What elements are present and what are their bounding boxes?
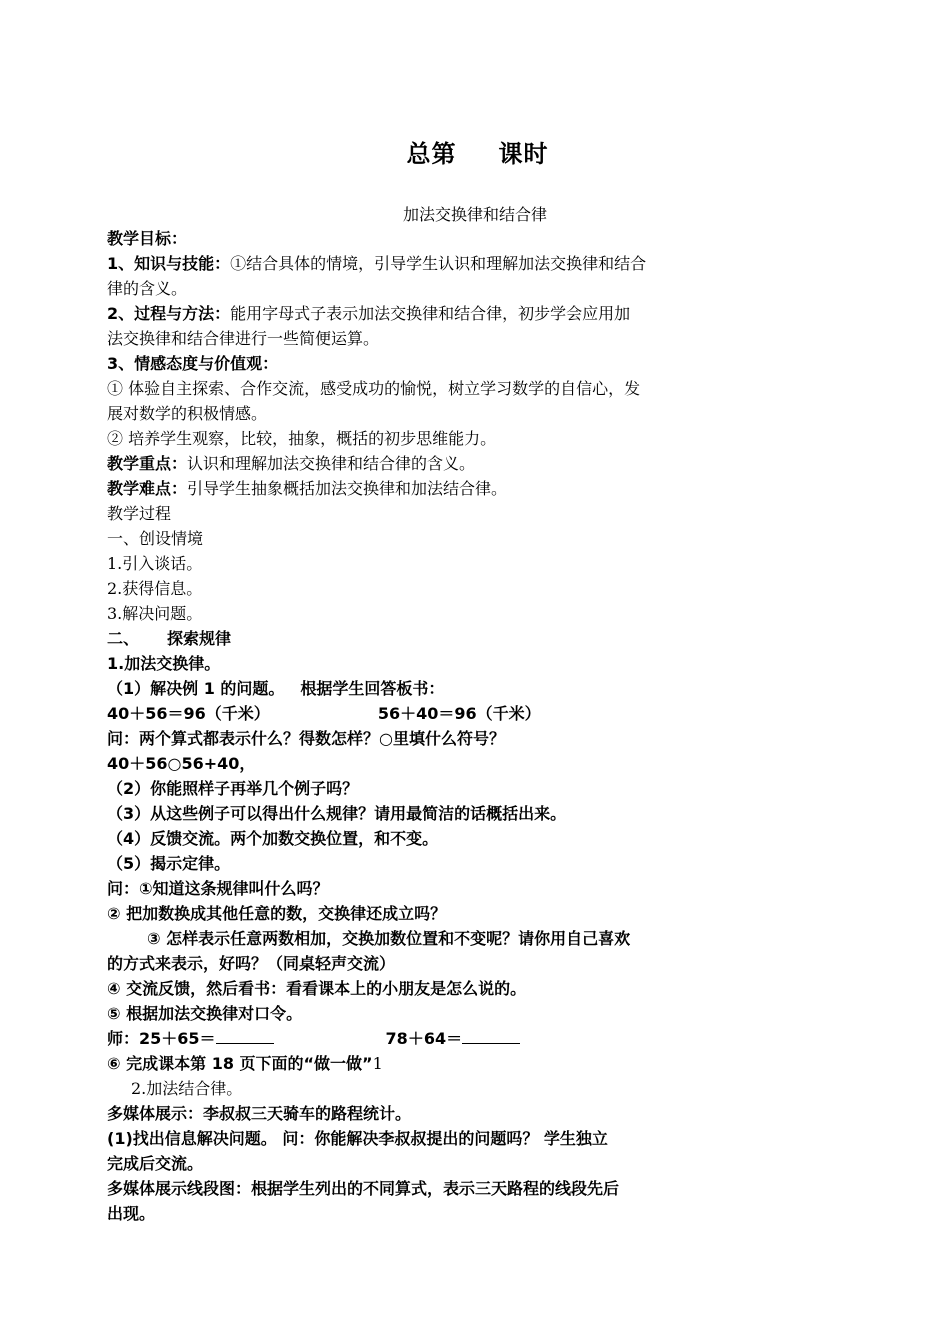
drill-row <box>107 1026 727 1051</box>
difficulty <box>107 476 727 501</box>
goals-heading: 教学目标： <box>107 229 188 248</box>
media-2-a: 多媒体展示线段图：根据学生列出的不同算式，表示三天路程的线段先后 <box>107 1179 620 1198</box>
ask-7-num: 1 <box>372 1054 383 1073</box>
goal1-label: 1、知识与技能： <box>107 254 231 273</box>
question-1 <box>107 676 727 701</box>
media-1: 多媒体展示：李叔叔三天骑车的路程统计。 <box>107 1104 412 1123</box>
ask-7 <box>107 1051 727 1076</box>
find-a: (1)找出信息解决问题。 问：你能解决李叔叔提出的问题吗？ 学生独立 <box>107 1129 608 1148</box>
process-heading: 教学过程 <box>107 504 172 523</box>
goal3-item1-a: ① 体验自主探索、合作交流，感受成功的愉悦，树立学习数学的自信心，发 <box>107 379 641 398</box>
lesson-subtitle: 加法交换律和结合律 <box>402 205 547 224</box>
ask-5: ④ 交流反馈，然后看书：看看课本上的小朋友是怎么说的。 <box>107 979 527 998</box>
equation-a: 40＋56＝96（千米） <box>107 704 270 723</box>
ask-1: 问：两个算式都表示什么？得数怎样？○里填什么符号？ <box>107 729 505 748</box>
section-2 <box>107 626 727 651</box>
ask-4-b: 的方式来表示，好吗？（同桌轻声交流） <box>107 954 396 973</box>
page-title <box>0 134 950 169</box>
drill-a: 师：25＋65＝ <box>107 1029 216 1048</box>
key-point <box>107 451 727 476</box>
goal3-item2: ② 培养学生观察，比较，抽象，概括的初步思维能力。 <box>107 429 497 448</box>
goal2-text: 能用字母式子表示加法交换律和结合律，初步学会应用加 <box>230 304 631 323</box>
equation-row-1 <box>107 701 727 726</box>
drill-blank-b <box>462 1029 520 1044</box>
section-1: 一、创设情境 <box>107 529 204 548</box>
key-text: 认识和理解加法交换律和结合律的含义。 <box>187 454 476 473</box>
question-3: （3）从这些例子可以得出什么规律？请用最简洁的话概括出来。 <box>107 804 567 823</box>
ask-2: 问：①知道这条规律叫什么吗？ <box>107 879 329 898</box>
key-label: 教学重点： <box>107 454 188 473</box>
compare-line: 40＋56○56+40， <box>107 754 256 773</box>
question-4: （4）反馈交流。两个加数交换位置，和不变。 <box>107 829 439 848</box>
step-3: 3.解决问题。 <box>107 604 203 623</box>
question-5: （5）揭示定律。 <box>107 854 231 873</box>
law1-heading: 1.加法交换律。 <box>107 654 221 673</box>
find-b: 完成后交流。 <box>107 1154 204 1173</box>
goal1-text: ①结合具体的情境，引导学生认识和理解加法交换律和结合 <box>230 254 647 273</box>
section-2-num: 二、 <box>107 629 140 648</box>
goal1-line-a <box>107 251 727 276</box>
q1-part-a: （1）解决例 1 的问题。 <box>107 679 285 698</box>
step-2: 2.获得信息。 <box>107 579 203 598</box>
media-2-b: 出现。 <box>107 1204 156 1223</box>
step-1: 1.引入谈话。 <box>107 554 203 573</box>
ask-3: ② 把加数换成其他任意的数，交换律还成立吗？ <box>107 904 447 923</box>
goal2-line-b: 法交换律和结合律进行一些简便运算。 <box>107 329 380 348</box>
goal1-line-b: 律的含义。 <box>107 279 188 298</box>
law2-heading: 2.加法结合律。 <box>131 1079 243 1098</box>
question-2: （2）你能照样子再举几个例子吗？ <box>107 779 359 798</box>
goal2-line-a <box>107 301 727 326</box>
diff-text: 引导学生抽象概括加法交换律和加法结合律。 <box>187 479 508 498</box>
drill-blank-a <box>216 1029 274 1044</box>
ask-6: ⑤ 根据加法交换律对口令。 <box>107 1004 303 1023</box>
equation-b: 56＋40＝96（千米） <box>377 704 541 723</box>
ask-4-a: ③ 怎样表示任意两数相加，交换加数位置和不变呢？请你用自己喜欢 <box>147 929 631 948</box>
lesson-body <box>107 226 727 1226</box>
section-2-title: 探索规律 <box>167 629 232 648</box>
title-right: 课时 <box>498 140 549 168</box>
goal2-label: 2、过程与方法： <box>107 304 231 323</box>
title-left: 总第 <box>406 140 457 168</box>
diff-label: 教学难点： <box>107 479 188 498</box>
goal3-label: 3、情感态度与价值观： <box>107 354 279 373</box>
q1-part-b: 根据学生回答板书： <box>300 679 445 698</box>
drill-b: 78＋64＝ <box>385 1029 463 1048</box>
goal3-item1-b: 展对数学的积极情感。 <box>107 404 268 423</box>
ask-7-text: ⑥ 完成课本第 18 页下面的“做一做” <box>107 1054 373 1073</box>
